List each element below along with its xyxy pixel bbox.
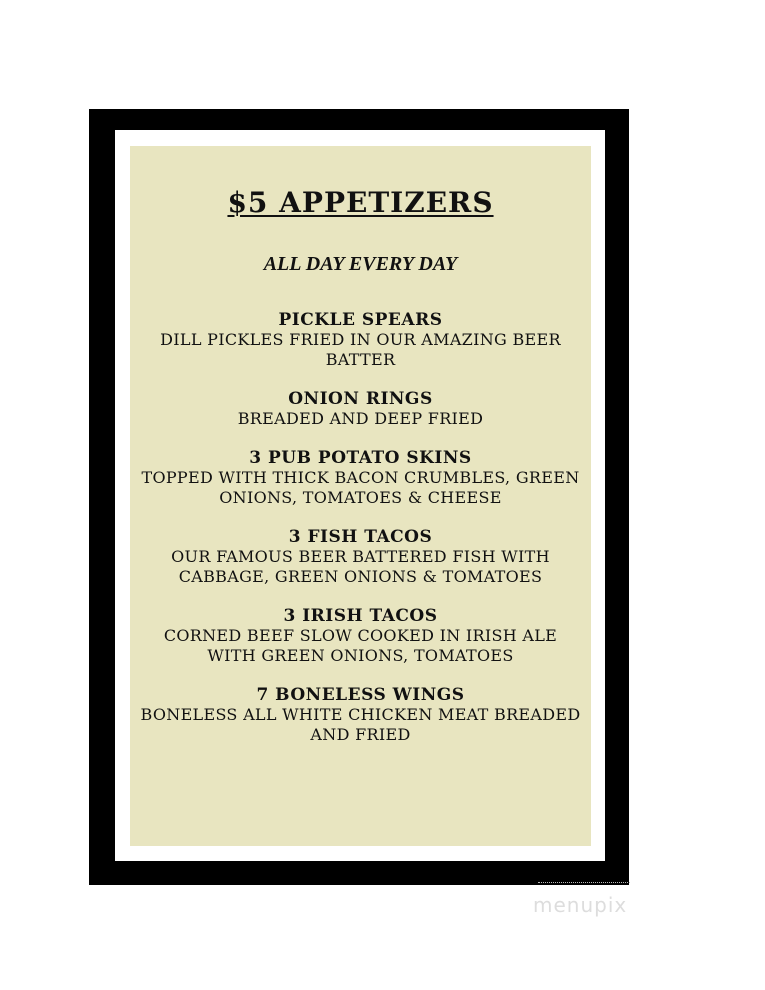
menu-subtitle: ALL DAY EVERY DAY [263, 253, 458, 275]
item-name: PICKLE SPEARS [278, 310, 443, 330]
item-description: CORNED BEEF SLOW COOKED IN IRISH ALE WITH GREEN ONIONS, TOMATOES [163, 626, 558, 665]
menu-content [130, 146, 591, 764]
item-name: 7 BONELESS WINGS [256, 685, 465, 705]
watermark: menupix [533, 893, 628, 917]
menu-item [130, 389, 591, 429]
item-description: TOPPED WITH THICK BACON CRUMBLES, GREEN ONIONS, TOMATOES & CHEESE [141, 468, 580, 507]
menu-item [130, 527, 591, 587]
item-description: DILL PICKLES FRIED IN OUR AMAZING BEER BATTER [160, 330, 561, 369]
menu-item [130, 606, 591, 666]
menu-item [130, 448, 591, 508]
menu-title: $5 APPETIZERS [227, 186, 494, 219]
menu-item [130, 310, 591, 370]
item-description: BONELESS ALL WHITE CHICKEN MEAT BREADED AND FRIED [140, 705, 581, 744]
item-description: BREADED AND DEEP FRIED [237, 409, 484, 428]
dotted-divider [538, 882, 630, 883]
item-description: OUR FAMOUS BEER BATTERED FISH WITH CABBAGE, GREEN ONIONS & TOMATOES [171, 547, 550, 586]
item-name: 3 FISH TACOS [288, 527, 433, 547]
menu-item [130, 685, 591, 745]
item-name: 3 PUB POTATO SKINS [249, 448, 472, 468]
item-name: 3 IRISH TACOS [283, 606, 438, 626]
item-name: ONION RINGS [288, 389, 433, 409]
menu-items [130, 310, 591, 745]
